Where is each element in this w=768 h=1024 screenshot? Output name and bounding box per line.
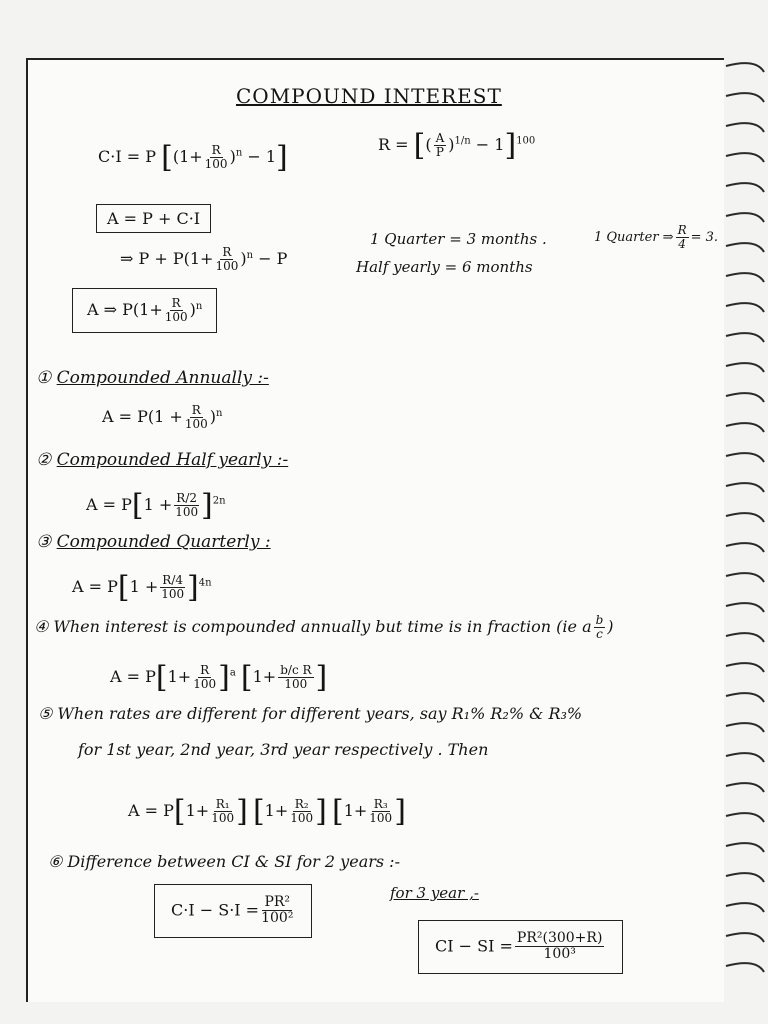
section-1-heading: ① Compounded Annually :- (36, 368, 269, 388)
section-4-heading: ④ When interest is compounded annually but time is in fraction (ie a $\frac{b}{c}$ ) (34, 613, 614, 642)
a-expand-formula: ⇒ P + P(1+ $\frac{R}{100}$ )$^n$ − P (120, 245, 288, 274)
a-equals-boxed: A = P + C·I (96, 204, 211, 233)
section-5-formula: A = P[1+ $\frac{\text{R₁}}{100}$ ] [1+ $\frac{\text{R₂}}{100}$ ] [1+ $\frac{\text{R₃}}{100}$ ] (128, 794, 406, 829)
section-2-heading: ② Compounded Half yearly :- (36, 450, 289, 470)
spiral-binding (720, 56, 768, 1006)
section-6-sub-label: for 3 year ,- (390, 884, 479, 902)
ci-fraction: $\frac{R}{100}$ (204, 142, 228, 171)
rate-lhs: R = (378, 135, 409, 154)
ci-si-2-years-box: C·I − S·I = $\frac{\text{PR²}}{\text{100²}}$ (154, 884, 312, 938)
section-3-formula: A = P[1 + $\frac{R/4}{100}$ ]$^{4n}$ (72, 570, 212, 605)
ci-lhs: C·I = P (98, 147, 156, 166)
ci-formula: C·I = P [(1+ $\frac{R}{100}$ )$^n$ − 1] (98, 140, 288, 175)
rate-formula: R = [( $\frac{A}{P}$ )$^{1/n}$ − 1]$^{100}$ (378, 128, 536, 163)
section-5-line1: ⑤ When rates are different for different years, say R₁% R₂% & R₃% (38, 704, 583, 723)
note-quarter-rate: 1 Quarter ⇒ $\frac{R}{4}$ = 3. (594, 223, 719, 252)
section-6-heading: ⑥ Difference between CI & SI for 2 years :- (48, 852, 400, 871)
note-quarter: 1 Quarter = 3 months . (370, 230, 547, 248)
section-2-formula: A = P[1 + $\frac{R/2}{100}$ ]$^{2n}$ (86, 488, 226, 523)
ci-inner: 1+ (179, 147, 203, 166)
ci-tail: − 1 (247, 147, 277, 166)
section-5-line2: for 1st year, 2nd year, 3rd year respectively . Then (78, 740, 489, 759)
note-half-yearly: Half yearly = 6 months (356, 258, 533, 276)
a-final-boxed: A ⇒ P(1+ $\frac{R}{100}$ )$^n$ (72, 288, 217, 333)
section-1-formula: A = P(1 + $\frac{R}{100}$ )$^n$ (102, 403, 223, 432)
ci-si-3-years-box: CI − SI = $\frac{\text{PR²(300+R)}}{\text{100³}}$ (418, 920, 623, 974)
section-3-heading: ③ Compounded Quarterly : (36, 532, 271, 552)
section-4-formula: A = P[1+ $\frac{R}{100}$ ]$^a$ [1+ $\frac{\text{b/c R}}{100}$ ] (110, 660, 328, 695)
page-title: COMPOUND INTEREST (236, 84, 502, 108)
rate-fraction: $\frac{A}{P}$ (435, 130, 445, 159)
